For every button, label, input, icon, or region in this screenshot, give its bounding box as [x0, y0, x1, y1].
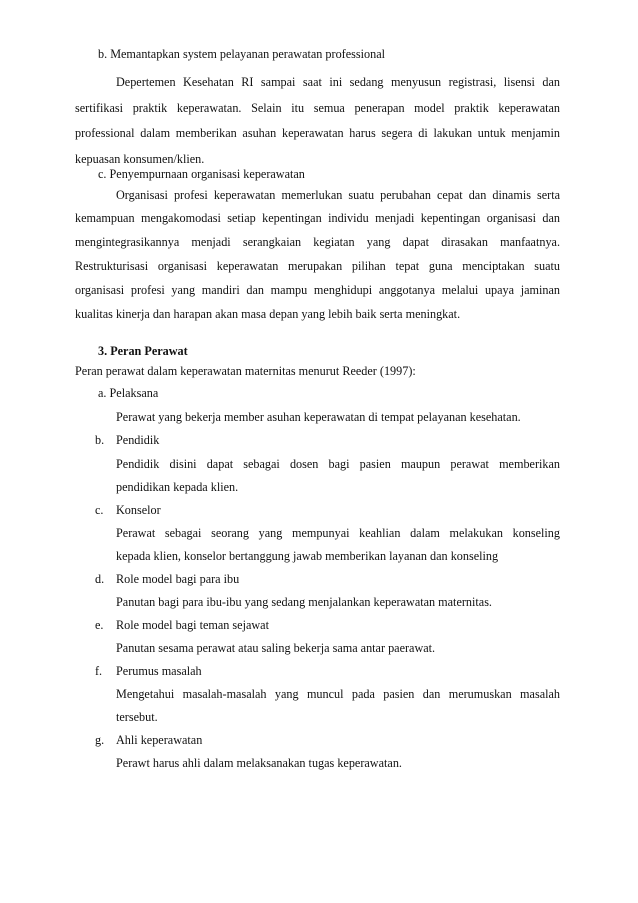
list-item-text: Perawat sebagai seorang yang mempunyai keahlian dalam melakukan konseling — [116, 526, 560, 540]
section-b-heading: b. Memantapkan system pelayanan perawatan professional — [98, 47, 385, 61]
list-item-text: Perawt harus ahli dalam melaksanakan tugas keperawatan. — [116, 756, 402, 770]
list-item-text: Panutan bagi para ibu-ibu yang sedang menjalankan keperawatan maternitas. — [116, 595, 492, 609]
list-item-text: Perawat yang bekerja member asuhan keperawatan di tempat pelayanan kesehatan. — [116, 410, 521, 424]
paragraph-line: Organisasi profesi keperawatan memerlukan suatu perubahan cepat dan dinamis serta — [116, 188, 560, 202]
list-item-label: g. — [95, 733, 105, 747]
list-item-title: Role model bagi teman sejawat — [116, 618, 269, 632]
list-item-text: pendidikan kepada klien. — [116, 480, 239, 494]
list-item-label: a. Pelaksana — [98, 386, 159, 400]
list-item-title: Pendidik — [116, 433, 160, 447]
paragraph-line: sertifikasi praktik keperawatan. Selain itu semua penerapan model praktik keperawatan — [75, 101, 560, 115]
section-3-intro: Peran perawat dalam keperawatan maternitas menurut Reeder (1997): — [75, 364, 416, 378]
list-item-label: e. — [95, 618, 104, 632]
list-item-text: Mengetahui masalah-masalah yang muncul pada pasien dan merumuskan masalah — [116, 687, 560, 701]
paragraph-line: kemampuan mengakomodasi setiap kepentingan individu menjadi kepentingan organisasi dan — [75, 211, 560, 225]
list-item-label: b. — [95, 433, 105, 447]
paragraph-line: mengintegrasikannya menjadi serangkaian kegiatan yang dapat dirasakan manfaatnya. — [75, 235, 560, 249]
paragraph-line: Depertemen Kesehatan RI sampai saat ini sedang menyusun registrasi, lisensi dan — [116, 75, 560, 89]
paragraph-line: kepuasan konsumen/klien. — [75, 152, 205, 166]
list-item-text: tersebut. — [116, 710, 158, 724]
list-item-label: c. — [95, 503, 104, 517]
list-item-label: f. — [95, 664, 103, 678]
list-item-title: Ahli keperawatan — [116, 733, 203, 747]
list-item-title: Konselor — [116, 503, 161, 517]
list-item-text: Pendidik disini dapat sebagai dosen bagi pasien maupun perawat memberikan — [116, 457, 560, 471]
section-c-heading: c. Penyempurnaan organisasi keperawatan — [98, 167, 305, 181]
paragraph-line: organisasi profesi yang mandiri dan mampu menghidupi anggotanya melalui upaya jaminan — [75, 283, 560, 297]
section-3-heading: 3. Peran Perawat — [98, 344, 188, 358]
list-item-title: Role model bagi para ibu — [116, 572, 240, 586]
list-item-label: d. — [95, 572, 105, 586]
list-item-title: Perumus masalah — [116, 664, 202, 678]
paragraph-line: Restrukturisasi organisasi keperawatan merupakan pilihan tepat guna menciptakan suatu — [75, 259, 560, 273]
paragraph-line: kualitas kinerja dan harapan akan masa depan yang lebih baik serta meningkat. — [75, 307, 461, 321]
list-item-text: Panutan sesama perawat atau saling bekerja sama antar paerawat. — [116, 641, 436, 655]
list-item-text: kepada klien, konselor bertanggung jawab memberikan layanan dan konseling — [116, 549, 499, 563]
paragraph-line: professional dalam memberikan asuhan keperawatan harus segera di lakukan untuk menjamin — [75, 126, 560, 140]
